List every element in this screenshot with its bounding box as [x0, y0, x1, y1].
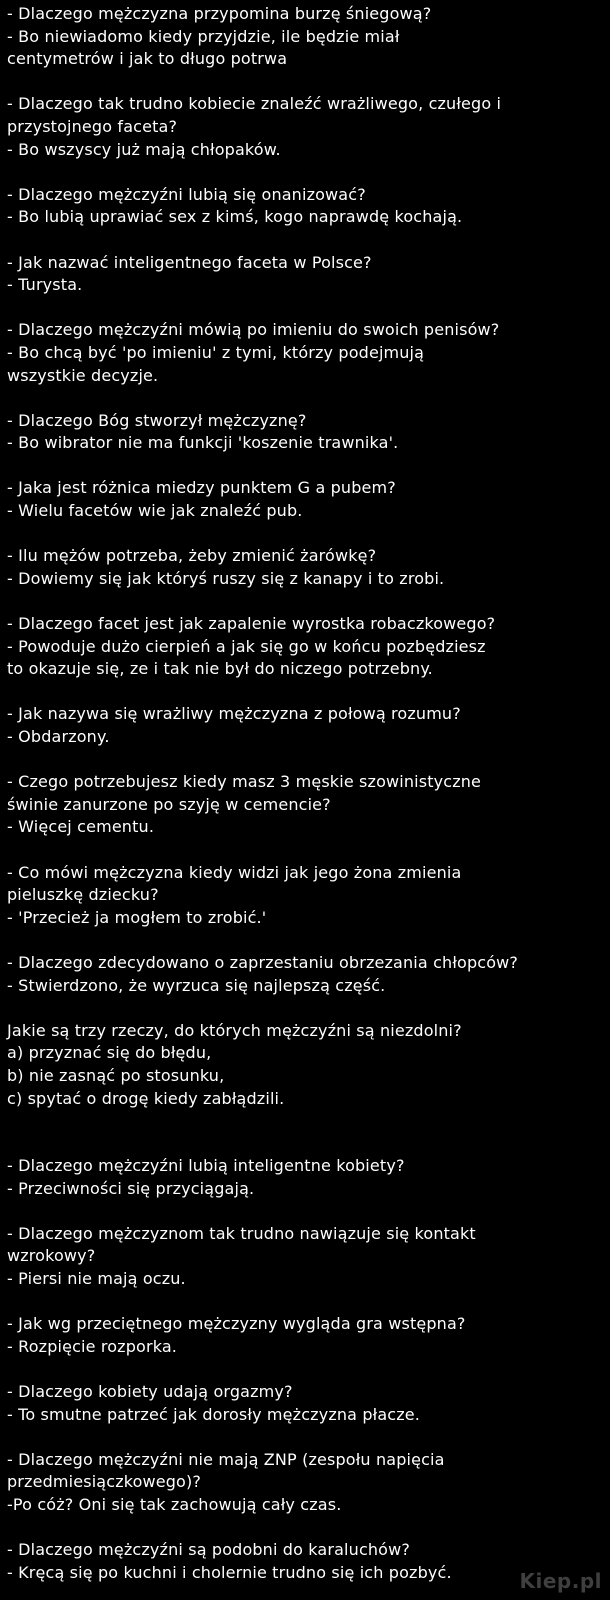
joke-line: - Dlaczego mężczyźni lubią się onanizować?	[7, 184, 366, 204]
joke-block	[7, 1020, 610, 1110]
joke-line: - Dlaczego Bóg stworzył mężczyznę?	[7, 410, 307, 430]
joke-line: wzrokowy?	[7, 1246, 96, 1266]
joke-line: - Piersi nie mają oczu.	[7, 1269, 186, 1289]
joke-block	[7, 703, 610, 748]
joke-line: pieluszkę dziecku?	[7, 885, 159, 905]
joke-block	[7, 1449, 610, 1517]
joke-line: - Obdarzony.	[7, 727, 110, 746]
joke-line: - Kręcą się po kuchni i cholernie trudno się ich pozbyć.	[7, 1562, 452, 1582]
joke-line: - Stwierdzono, że wyrzuca się najlepszą część.	[7, 975, 386, 995]
joke-line: - Bo wszyscy już mają chłopaków.	[7, 139, 281, 159]
joke-line: - Bo niewiadomo kiedy przyjdzie, ile będzie miał	[7, 26, 400, 46]
joke-line: a) przyznać się do błędu,	[7, 1043, 212, 1063]
joke-line: - 'Przecież ja mogłem to zrobić.'	[7, 907, 267, 927]
joke-line: b) nie zasnąć po stosunku,	[7, 1065, 225, 1085]
joke-block	[7, 1381, 610, 1426]
joke-line: - Dlaczego tak trudno kobiecie znaleźć wrażliwego, czułego i	[7, 94, 502, 114]
joke-block	[7, 1313, 610, 1358]
joke-line: - Turysta.	[7, 275, 83, 295]
joke-line: - Więcej cementu.	[7, 817, 155, 837]
joke-block	[7, 771, 610, 839]
joke-block	[7, 1155, 610, 1200]
joke-line: - Czego potrzebujesz kiedy masz 3 męskie szowinistyczne	[7, 772, 482, 792]
joke-block	[7, 3, 610, 71]
joke-line: Jakie są trzy rzeczy, do których mężczyźni są niezdolni?	[7, 1020, 462, 1040]
joke-line: - Dlaczego zdecydowano o zaprzestaniu obrzezania chłopców?	[7, 952, 519, 972]
joke-line: - Powoduje dużo cierpień a jak się go w końcu pozbędziesz	[7, 636, 486, 656]
joke-line: - Dlaczego mężczyzna przypomina burzę śniegową?	[7, 4, 432, 23]
joke-block	[7, 613, 610, 681]
joke-line: - Co mówi mężczyzna kiedy widzi jak jego żona zmienia	[7, 862, 462, 882]
site-watermark-logo: Kiep.pl	[519, 1569, 602, 1594]
joke-line: - Ilu mężów potrzeba, żeby zmienić żarówkę?	[7, 546, 377, 566]
joke-line: - Bo chcą być 'po imieniu' z tymi, którzy podejmują	[7, 342, 425, 362]
joke-line: świnie zanurzone po szyję w cemencie?	[7, 794, 331, 814]
joke-block	[7, 1223, 610, 1291]
joke-line: c) spytać o drogę kiedy zabłądzili.	[7, 1088, 285, 1108]
joke-block	[7, 545, 610, 590]
joke-line: - Rozpięcie rozporka.	[7, 1336, 178, 1356]
joke-line: - Dlaczego mężczyźni są podobni do karaluchów?	[7, 1540, 411, 1560]
joke-line: - Bo lubią uprawiać sex z kimś, kogo naprawdę kochają.	[7, 207, 463, 227]
joke-line: - Wielu facetów wie jak znaleźć pub.	[7, 501, 303, 521]
joke-line: - Jak nazywa się wrażliwy mężczyzna z połową rozumu?	[7, 704, 461, 724]
joke-line: - Jak wg przeciętnego mężczyzny wygląda gra wstępna?	[7, 1314, 466, 1334]
joke-block	[7, 477, 610, 522]
joke-line: przedmiesiączkowego)?	[7, 1472, 202, 1492]
joke-line: centymetrów i jak to długo potrwa	[7, 49, 288, 69]
joke-list	[7, 3, 610, 1584]
joke-line: wszystkie decyzje.	[7, 365, 159, 385]
joke-block	[7, 252, 610, 297]
joke-line: - Jaka jest różnica miedzy punktem G a pubem?	[7, 478, 396, 498]
joke-line: - Dlaczego mężczyźni lubią inteligentne kobiety?	[7, 1156, 405, 1176]
joke-block	[7, 952, 610, 997]
joke-line: - Dowiemy się jak któryś ruszy się z kanapy i to zrobi.	[7, 568, 445, 588]
joke-line: - Dlaczego mężczyźni nie mają ZNP (zespołu napięcia	[7, 1449, 445, 1469]
joke-line: -Po cóż? Oni się tak zachowują cały czas.	[7, 1495, 342, 1514]
joke-block	[7, 93, 610, 161]
joke-line: - Dlaczego facet jest jak zapalenie wyrostka robaczkowego?	[7, 614, 496, 634]
joke-block	[7, 184, 610, 229]
joke-block	[7, 410, 610, 455]
joke-line: - To smutne patrzeć jak dorosły mężczyzna płacze.	[7, 1404, 421, 1424]
joke-line: to okazuje się, ze i tak nie był do niczego potrzebny.	[7, 659, 433, 679]
joke-line: - Bo wibrator nie ma funkcji 'koszenie trawnika'.	[7, 433, 399, 453]
joke-block	[7, 319, 610, 387]
joke-line: - Dlaczego mężczyźni mówią po imieniu do swoich penisów?	[7, 320, 500, 340]
joke-line: - Dlaczego kobiety udają orgazmy?	[7, 1382, 293, 1402]
joke-block	[7, 862, 610, 930]
joke-line: - Jak nazwać inteligentnego faceta w Polsce?	[7, 252, 372, 272]
joke-line: - Dlaczego mężczyznom tak trudno nawiązuje się kontakt	[7, 1223, 476, 1243]
joke-line: - Przeciwności się przyciągają.	[7, 1178, 255, 1198]
joke-line: przystojnego faceta?	[7, 116, 178, 136]
